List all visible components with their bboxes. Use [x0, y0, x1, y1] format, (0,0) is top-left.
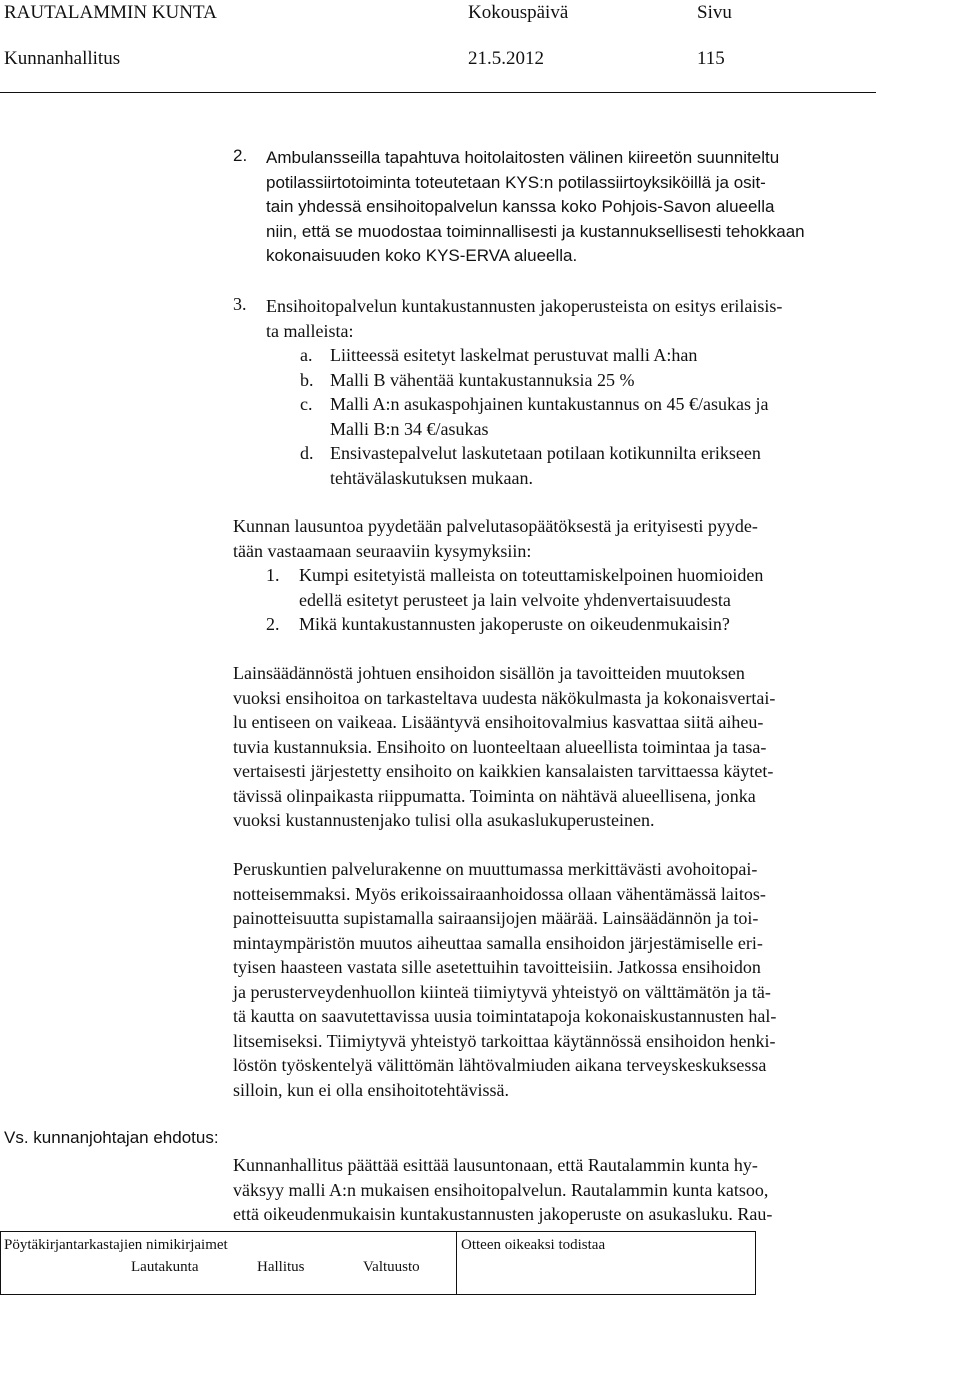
text-line: Liitteessä esitetyt laskelmat perustuvat malli A:han — [330, 345, 698, 365]
text-line: niin, että se muodostaa toiminnallisesti ja kustannuksellisesti tehokkaan — [266, 221, 805, 241]
text-line: Peruskuntien palvelurakenne on muuttumassa merkittävästi avohoitopai- — [233, 859, 758, 879]
sub-item-a — [300, 343, 697, 368]
sub-item-label: a. — [300, 345, 313, 365]
valtuusto-label: Valtuusto — [363, 1259, 420, 1275]
text-line: silloin, kun ei olla ensihoitotehtävissä. — [233, 1079, 509, 1100]
proposal-label: Vs. kunnanjohtajan ehdotus: — [4, 1128, 219, 1147]
text-line: ja perusterveydenhuollon kiinteä tiimiytyvä yhteistyö on välttämätön ja tä- — [233, 981, 771, 1002]
text-line: Malli B vähentää kuntakustannuksia 25 % — [330, 370, 635, 390]
text-line: vertaisesti järjestetty ensihoito on kaikkien kansalaisten tarvittaessa käytet- — [233, 761, 774, 781]
sub-item-label: d. — [300, 443, 314, 463]
sub-item-d — [300, 441, 761, 490]
text-line: ta malleista: — [266, 320, 354, 341]
text-line: Kunnan lausuntoa pyydetään palvelutasopäätöksestä ja erityisesti pyyde- — [233, 516, 758, 536]
body-name: Kunnanhallitus — [4, 48, 121, 69]
text-line: tain yhdessä ensihoitopalvelun kanssa koko Pohjois-Savon alueella — [266, 197, 775, 216]
meeting-date: 21.5.2012 — [468, 48, 544, 69]
sub-item-label: b. — [300, 370, 314, 390]
text-line: Kumpi esitetyistä malleista on toteuttamiskelpoinen huomioiden — [299, 565, 764, 585]
text-line: tään vastaamaan seuraaviin kysymyksiin: — [233, 540, 532, 561]
text-line: Ensivastepalvelut laskutetaan potilaan kotikunnilta erikseen — [330, 443, 761, 463]
text-line: kokonaisuuden koko KYS-ERVA alueella. — [266, 246, 578, 265]
text-line: tyisen haasteen vastata sille asetettuihin tavoitteisiin. Jatkossa ensihoidon — [233, 957, 761, 977]
text-line: tuvia kustannuksia. Ensihoito on luonteeltaan alueellista toimintaa ja tasa- — [233, 736, 767, 757]
signatures-label: Pöytäkirjantarkastajien nimikirjaimet — [4, 1237, 228, 1253]
text-line: Kunnanhallitus päättää esittää lausuntonaan, että Rautalammin kunta hy- — [233, 1155, 758, 1175]
text-line: Mikä kuntakustannusten jakoperuste on oikeudenmukaisin? — [299, 614, 730, 634]
certified-label: Otteen oikeaksi todistaa — [461, 1237, 606, 1253]
text-line: väksyy malli A:n mukaisen ensihoitopalvelun. Rautalammin kunta katsoo, — [233, 1179, 769, 1200]
sub-item-c — [300, 392, 768, 441]
legislation-paragraph — [233, 661, 775, 833]
text-line: potilassiirtotoiminta toteutetaan KYS:n potilassiirtoyksiköillä ja osit- — [266, 172, 766, 192]
text-line: Lainsäädännöstä johtuen ensihoidon sisällön ja tavoitteiden muutoksen — [233, 663, 745, 683]
text-line: litsemiseksi. Tiimiytyvä yhteistyö tarkoittaa käytännössä ensihoidon henki- — [233, 1030, 776, 1051]
meeting-date-label: Kokouspäivä — [468, 2, 569, 23]
question-number: 1. — [266, 565, 280, 585]
proposal-text — [233, 1153, 772, 1227]
item-2-text — [266, 146, 805, 269]
text-line: notteisemmaksi. Myös erikoissairaanhoidossa ollaan vähentämässä laitos- — [233, 883, 766, 904]
text-line: Ambulansseilla tapahtuva hoitolaitosten välinen kiireetön suunniteltu — [266, 148, 780, 167]
text-line: lu entiseen on vaikeaa. Lisääntyvä ensihoitovalmius kasvattaa siitä aiheu- — [233, 712, 764, 732]
text-line: löstön työskentelyä välittömän lähtövalmiuden aikana terveyskeskuksessa — [233, 1055, 767, 1075]
text-line: että oikeudenmukaisin kuntakustannusten jakoperuste on asukasluku. Rau- — [233, 1204, 773, 1224]
municipality-name: RAUTALAMMIN KUNTA — [4, 2, 217, 23]
services-paragraph — [233, 857, 776, 1102]
text-line: tä kautta on saavutettavissa uusia toimintatapoja kokonaiskustannusten hal- — [233, 1006, 777, 1026]
question-number: 2. — [266, 614, 280, 634]
item-3-text — [266, 294, 782, 343]
text-line: Ensihoitopalvelun kuntakustannusten jakoperusteista on esitys erilaisis- — [266, 296, 783, 316]
text-line: edellä esitetyt perusteet ja lain velvoite yhdenvertaisuudesta — [299, 589, 731, 610]
page-number: 115 — [697, 48, 725, 69]
page-label: Sivu — [697, 2, 732, 23]
text-line: mintaympäristön muutos aiheuttaa samalla ensihoidon järjestämiselle eri- — [233, 932, 763, 953]
statement-request — [233, 514, 758, 563]
text-line: tehtävälaskutuksen mukaan. — [330, 467, 533, 488]
hallitus-label: Hallitus — [257, 1259, 305, 1275]
text-line: vuoksi ensihoitoa on tarkasteltava uudesta näkökulmasta ja kokonaisvertai- — [233, 687, 776, 708]
question-2 — [266, 612, 730, 637]
item-2-number: 2. — [233, 146, 248, 165]
question-1 — [266, 563, 763, 612]
sub-item-label: c. — [300, 394, 313, 414]
sub-item-b — [300, 368, 634, 393]
text-line: Malli B:n 34 €/asukas — [330, 418, 489, 439]
lautakunta-label: Lautakunta — [131, 1259, 199, 1275]
header-rule — [0, 92, 876, 93]
text-line: vuoksi kustannustenjako tulisi olla asukaslukuperusteinen. — [233, 810, 655, 830]
text-line: Malli A:n asukaspohjainen kuntakustannus on 45 €/asukas ja — [330, 394, 769, 414]
item-3-number: 3. — [233, 294, 247, 314]
text-line: tävissä olinpaikasta riippumatta. Toiminta on nähtävä alueellisena, jonka — [233, 785, 756, 806]
text-line: painotteisuutta supistamalla sairaansijojen määrää. Lainsäädännön ja toi- — [233, 908, 759, 928]
